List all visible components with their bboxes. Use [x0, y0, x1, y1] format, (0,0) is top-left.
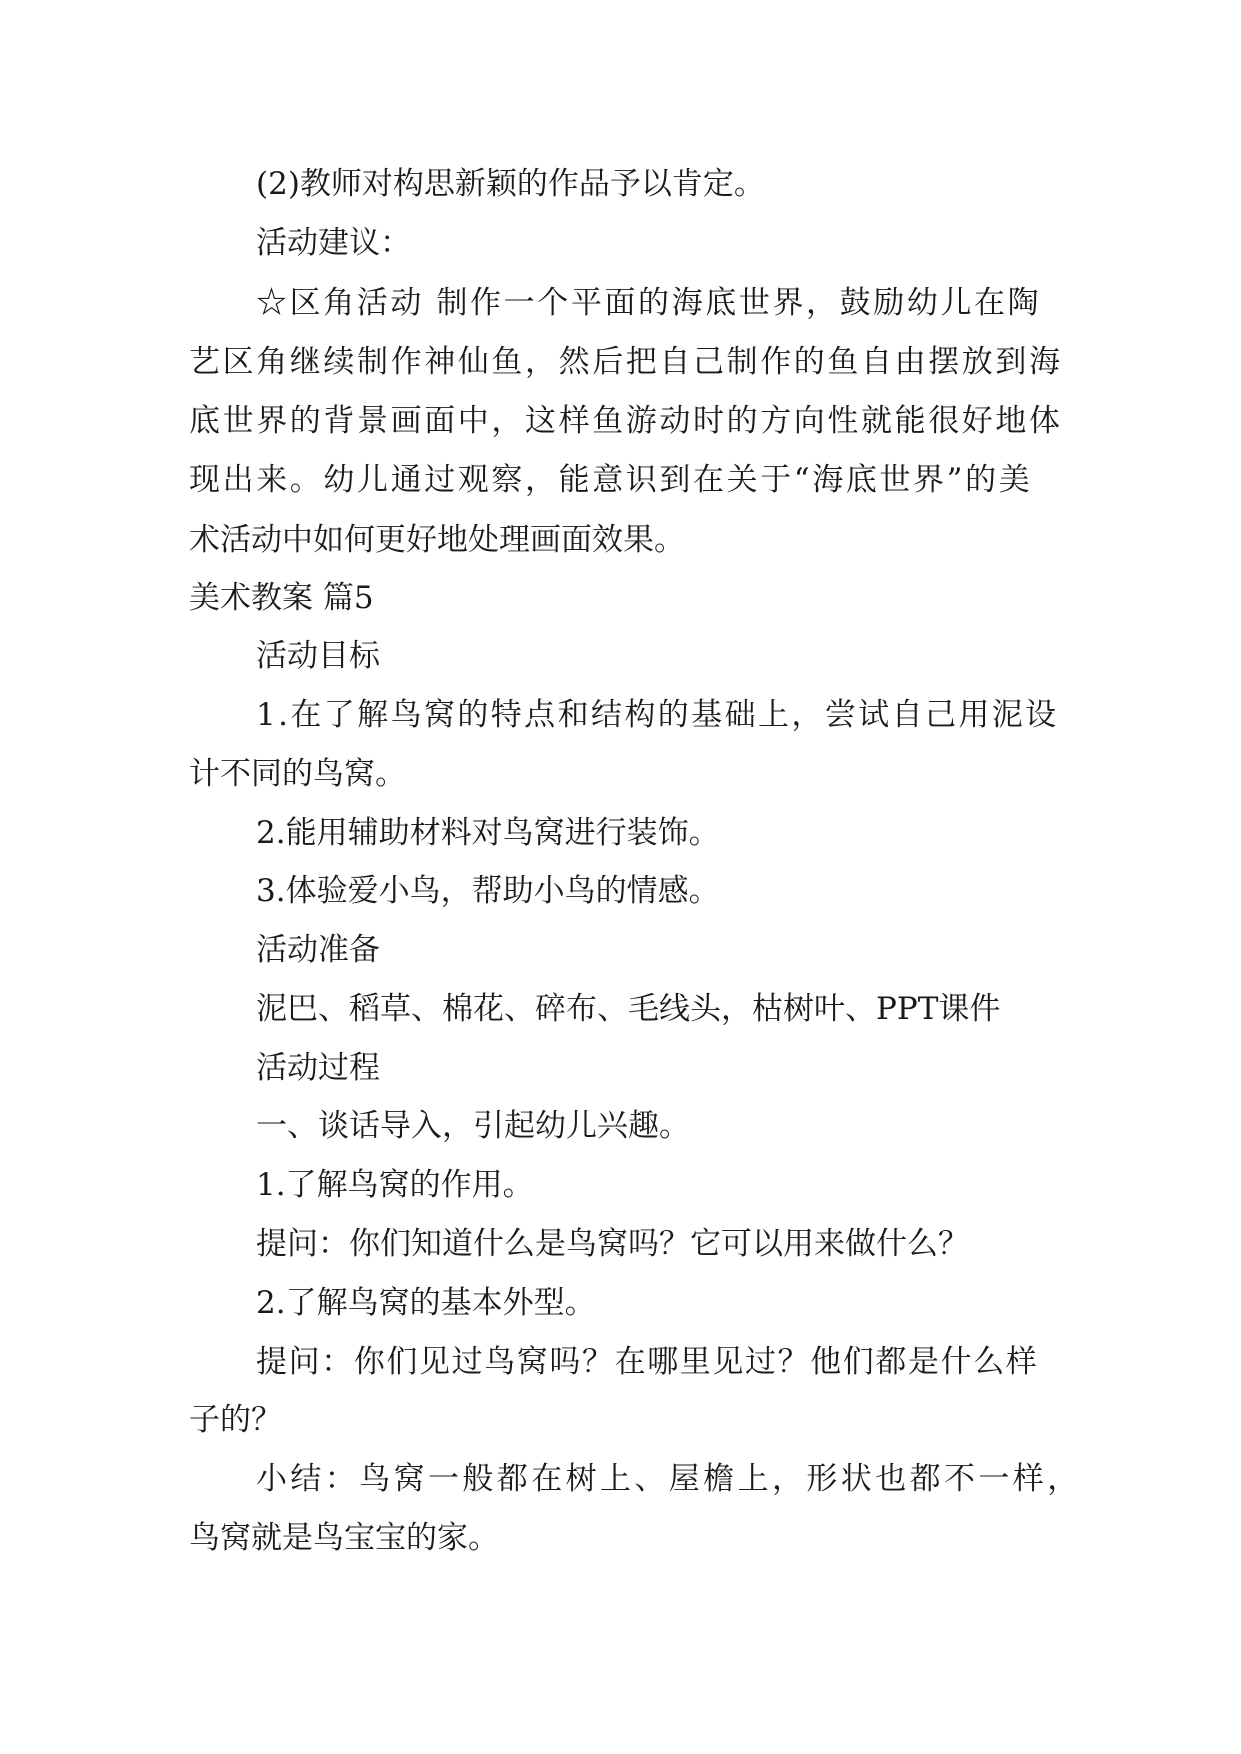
- text-line: 3.体验爱小鸟，帮助小鸟的情感。: [256, 873, 720, 909]
- text-line: 计不同的鸟窝。: [189, 756, 406, 792]
- text-line: 2.了解鸟窝的基本外型。: [256, 1285, 596, 1321]
- text-line: 泥巴、稻草、棉花、碎布、毛线头，枯树叶、PPT课件: [256, 991, 1001, 1027]
- subheading: 活动过程: [256, 1050, 380, 1086]
- text-line: 术活动中如何更好地处理画面效果。: [189, 522, 685, 558]
- text-line: 底世界的背景画面中，这样鱼游动时的方向性就能很好地体: [189, 403, 1063, 439]
- text-line: 1.在了解鸟窝的特点和结构的基础上，尝试自己用泥设: [256, 697, 1059, 733]
- text-line: 小结：鸟窝一般都在树上、屋檐上，形状也都不一样，: [256, 1461, 1082, 1497]
- text-line: 提问：你们见过鸟窝吗？在哪里见过？他们都是什么样: [256, 1344, 1039, 1380]
- text-line: 一、谈话导入，引起幼儿兴趣。: [256, 1108, 690, 1144]
- text-line: 2.能用辅助材料对鸟窝进行装饰。: [256, 815, 720, 851]
- text-line: 提问：你们知道什么是鸟窝吗？它可以用来做什么？: [256, 1226, 969, 1262]
- text-line: (2)教师对构思新颖的作品予以肯定。: [256, 166, 765, 202]
- text-line: 1.了解鸟窝的作用。: [256, 1167, 534, 1203]
- text-line: 活动建议：: [256, 225, 411, 261]
- text-line: 艺区角继续制作神仙鱼，然后把自己制作的鱼自由摆放到海: [189, 344, 1063, 380]
- text-line: 现出来。幼儿通过观察，能意识到在关于“海底世界”的美: [189, 462, 1033, 498]
- text-line: 鸟窝就是鸟宝宝的家。: [189, 1520, 499, 1556]
- text-line: 子的？: [189, 1402, 282, 1438]
- subheading: 活动准备: [256, 932, 380, 968]
- section-heading: 美术教案 篇5: [189, 580, 374, 616]
- text-line: ☆区角活动 制作一个平面的海底世界，鼓励幼儿在陶: [256, 285, 1042, 321]
- subheading: 活动目标: [256, 638, 380, 674]
